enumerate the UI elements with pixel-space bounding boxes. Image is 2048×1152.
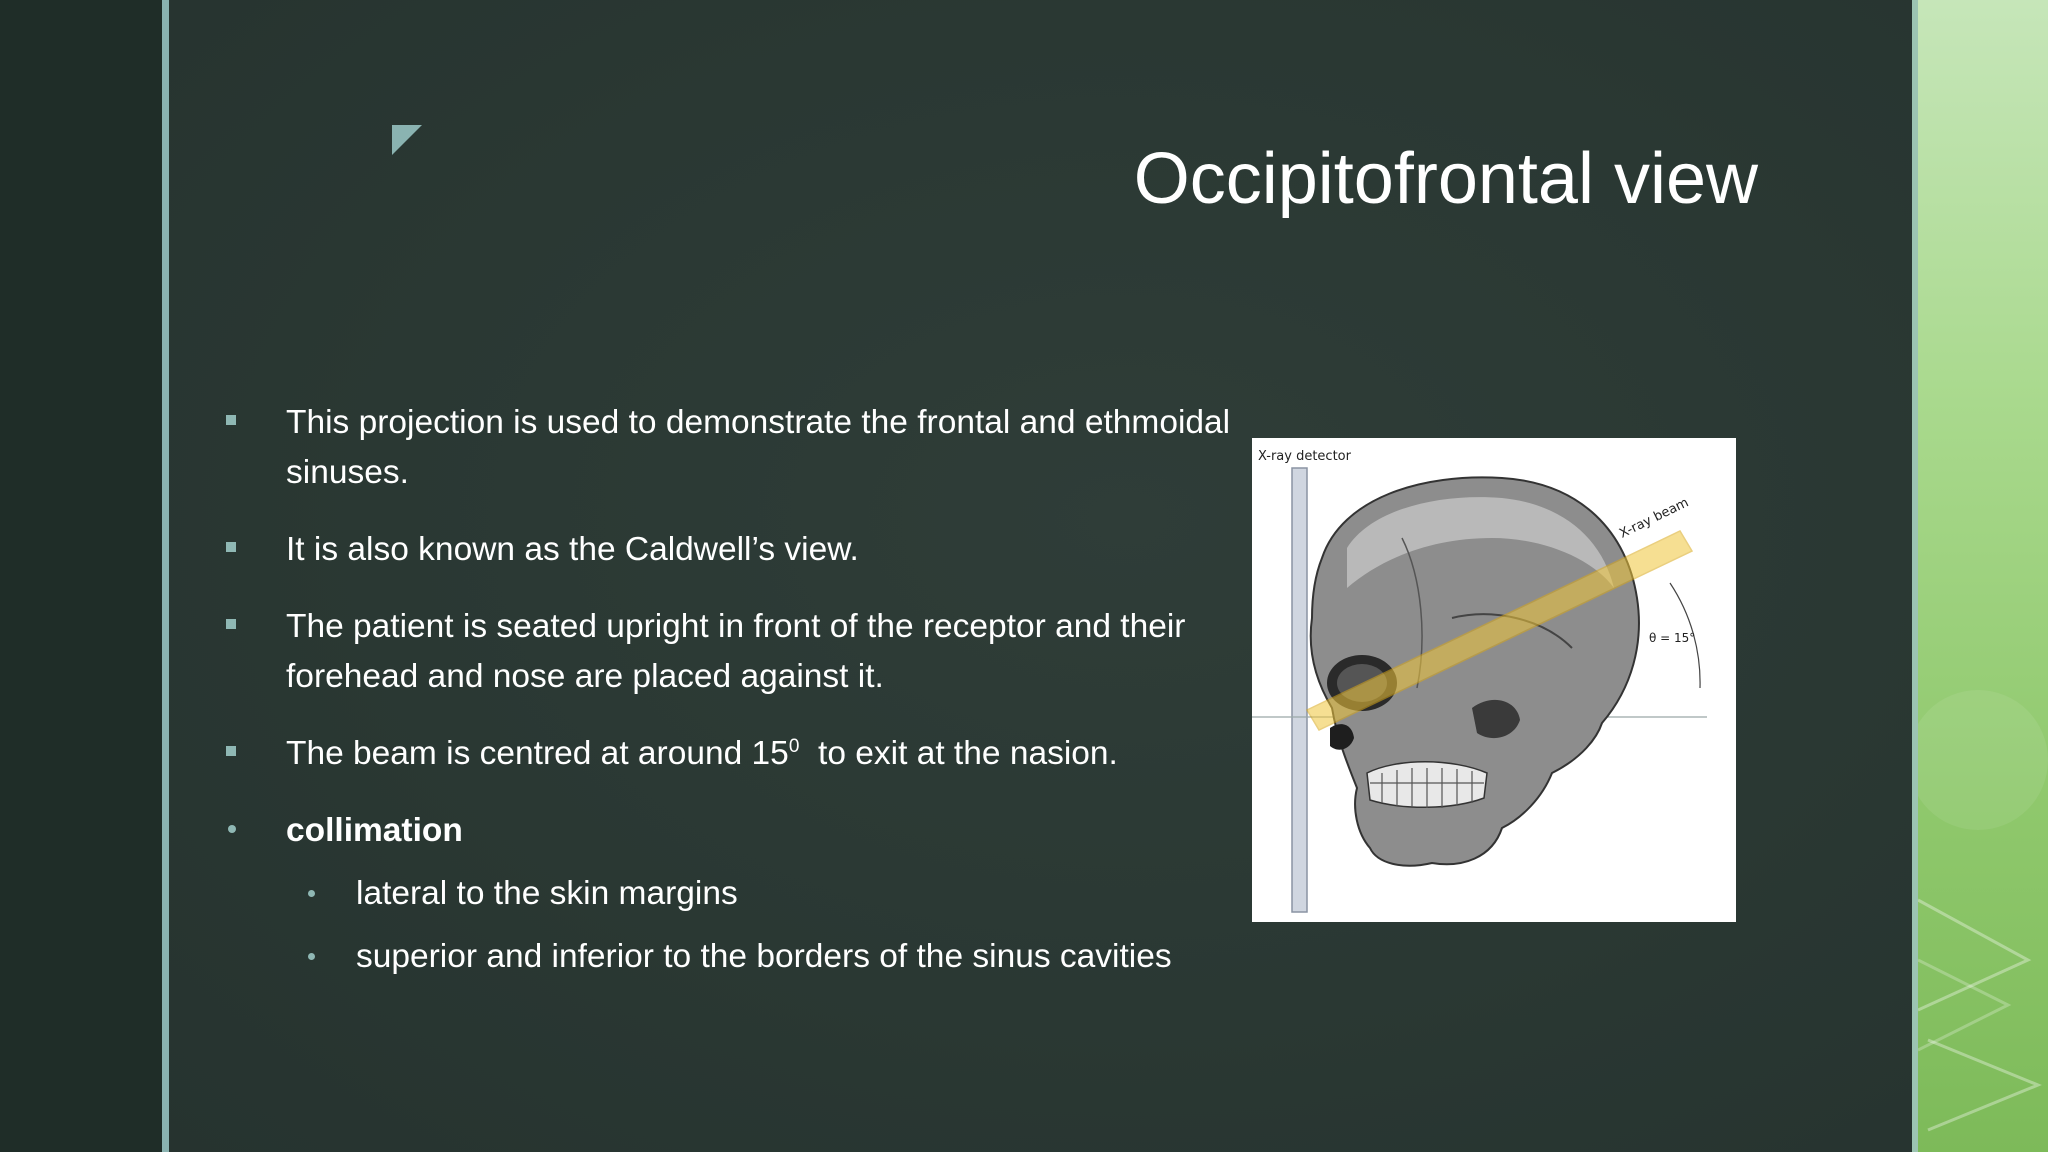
dot-bullet-icon	[228, 825, 236, 833]
right-decorative-band	[1918, 0, 2048, 1152]
chevron-decoration-icon	[1918, 0, 2048, 1152]
bullet-text: It is also known as the Caldwell’s view.	[286, 531, 859, 568]
skull-diagram-svg	[1252, 438, 1736, 922]
bullet-item	[224, 525, 1234, 575]
bullet-list	[224, 398, 1234, 995]
bullet-text-after: to exit at the nasion.	[799, 735, 1118, 772]
skull-xray-diagram	[1252, 438, 1736, 922]
sub-bullet-item	[224, 932, 1234, 982]
bullet-item	[224, 729, 1234, 779]
bullet-text-before: The beam is centred at around 15	[286, 735, 789, 772]
dot-bullet-icon	[308, 890, 315, 897]
sub-bullet-text: lateral to the skin margins	[356, 875, 738, 912]
xray-detector-plate	[1292, 468, 1307, 912]
square-bullet-icon	[226, 415, 236, 425]
bullet-item-collimation	[224, 806, 1234, 856]
beam-label: X-ray beam	[1617, 495, 1692, 542]
sub-bullet-item	[224, 869, 1234, 919]
bullet-text: collimation	[286, 812, 463, 849]
bullet-item	[224, 398, 1234, 498]
bullet-item	[224, 602, 1234, 702]
left-band	[0, 0, 162, 1152]
superscript-degree: 0	[788, 736, 800, 757]
corner-triangle-icon	[392, 125, 422, 155]
dot-bullet-icon	[308, 953, 315, 960]
bullet-text: This projection is used to demonstrate the frontal and ethmoidal sinuses.	[286, 404, 1231, 491]
square-bullet-icon	[226, 542, 236, 552]
detector-label: X-ray detector	[1258, 449, 1351, 464]
left-accent-stripe	[162, 0, 169, 1152]
skull-illustration	[1311, 477, 1639, 865]
slide-title: Occipitofrontal view	[1133, 139, 1758, 219]
sub-bullet-text: superior and inferior to the borders of the sinus cavities	[356, 938, 1172, 975]
bullet-text: The patient is seated upright in front of the receptor and their forehead and nose are placed against it.	[286, 608, 1186, 695]
angle-label: θ = 15°	[1649, 631, 1696, 645]
square-bullet-icon	[226, 619, 236, 629]
square-bullet-icon	[226, 746, 236, 756]
